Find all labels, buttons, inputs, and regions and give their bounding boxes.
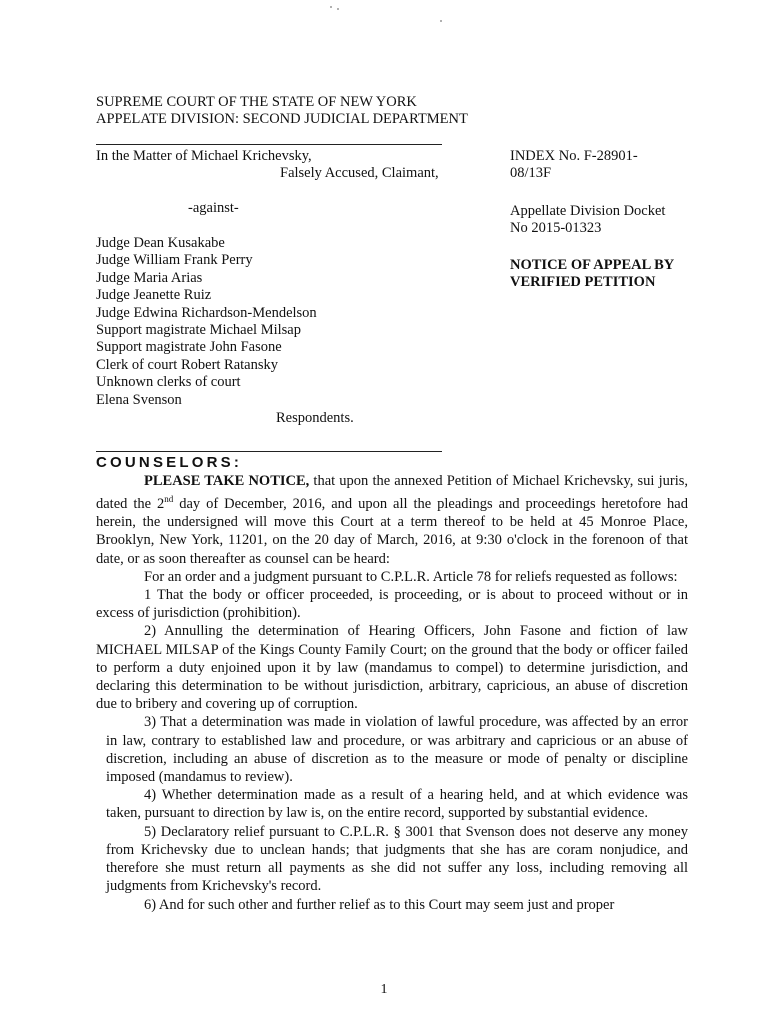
order-request-paragraph: For an order and a judgment pursuant to C.P.L.R. Article 78 for reliefs requested as follows:	[144, 568, 678, 585]
relief-item: 5) Declaratory relief pursuant to C.P.L.R. § 3001 that Svenson does not deserve any money from Krichevsky due to unclean hands; that judgments that she has are coram nonjudice, and therefore she must return all payments as she did not suffer any loss, including removing all judgments from Krichevsky's record.	[106, 823, 688, 895]
ordinal-suffix: nd	[164, 494, 174, 505]
respondents-list	[96, 235, 446, 409]
notice-lead: PLEASE TAKE NOTICE,	[144, 473, 310, 489]
relief-item: 1 That the body or officer proceeded, is proceeding, or is about to proceed without or in excess of jurisdiction (prohibition).	[96, 587, 688, 622]
scan-speck	[440, 20, 442, 22]
respondent-name: Support magistrate Michael Milsap	[96, 322, 301, 339]
relief-item: 6) And for such other and further relief as to this Court may seem just and proper	[144, 896, 615, 913]
claimant-line: Falsely Accused, Claimant,	[280, 165, 439, 182]
respondent-name: Clerk of court Robert Ratansky	[96, 356, 279, 373]
counselors-heading: COUNSELORS:	[96, 454, 243, 471]
respondent-name: Elena Svenson	[96, 391, 182, 408]
respondent-name: Support magistrate John Fasone	[96, 339, 282, 356]
page-number: 1	[380, 982, 388, 997]
respondent-name: Judge Jeanette Ruiz	[96, 287, 212, 304]
docket-line: No 2015-01323	[510, 220, 602, 237]
respondent-name: Unknown clerks of court	[96, 374, 241, 391]
notice-paragraph	[96, 472, 688, 568]
notice-text-a: that upon the annexed Petition of Michael Krichevsky, sui juris, dated the 2	[96, 473, 688, 513]
docket-line: Appellate Division Docket	[510, 203, 666, 219]
respondent-name: Judge William Frank Perry	[96, 252, 253, 269]
index-line: 08/13F	[510, 165, 552, 182]
caption-bottom-rule	[96, 451, 442, 452]
relief-item: 4) Whether determination made as a result of a hearing held, and at which evidence was taken, pursuant to direction by law is, on the entire record, supported by substantial evidence.	[106, 787, 688, 822]
caption-top-rule	[96, 144, 442, 145]
title-line: VERIFIED PETITION	[510, 274, 656, 291]
index-line: INDEX No. F-28901-	[510, 148, 638, 164]
matter-line: In the Matter of Michael Krichevsky,	[96, 148, 312, 164]
title-line: NOTICE OF APPEAL BY	[510, 257, 675, 273]
docket-number	[510, 203, 710, 238]
respondents-label: Respondents.	[276, 410, 354, 427]
index-number	[510, 148, 710, 183]
respondent-name: Judge Maria Arias	[96, 269, 203, 286]
document-title	[510, 257, 710, 292]
court-heading	[96, 94, 468, 128]
against-line: -against-	[188, 200, 239, 217]
scan-speck	[330, 6, 332, 8]
scan-speck	[337, 8, 339, 10]
notice-body	[96, 472, 688, 914]
case-caption	[96, 148, 446, 427]
relief-item: 3) That a determination was made in violation of lawful procedure, was affected by an error in law, contrary to established law and procedure, or was arbitrary and capricious or an abuse of discretion, including an abuse of discretion as to the measure or mode of penalty or discipline imposed (mandamus to review).	[106, 714, 688, 786]
court-name-line: SUPREME COURT OF THE STATE OF NEW YORK	[96, 94, 417, 110]
relief-item: 2) Annulling the determination of Hearing Officers, John Fasone and fiction of law MICHAEL MILSAP of the Kings County Family Court; on the ground that the body or officer failed to perform a duty enjoined upon it by law (mandamus to compel) to determine jurisdiction, and declaring this determination to be without jurisdiction, arbitrary, capricious, an abuse of discretion due to bribery and covering up of corruption.	[96, 623, 688, 713]
respondent-name: Judge Dean Kusakabe	[96, 235, 225, 251]
respondent-name: Judge Edwina Richardson-Mendelson	[96, 304, 317, 321]
notice-text-b: day of December, 2016, and upon all the pleadings and proceedings heretofore had herein, the undersigned will move this Court at a term thereof to be held at 45 Monroe Place, Brooklyn, New York, 11201, on the 20 day of March, 2016, at 9:30 o'clock in the forenoon of that date, or as soon thereafter as counsel can be heard:	[96, 496, 688, 567]
court-division-line: APPELATE DIVISION: SECOND JUDICIAL DEPARTMENT	[96, 111, 468, 127]
